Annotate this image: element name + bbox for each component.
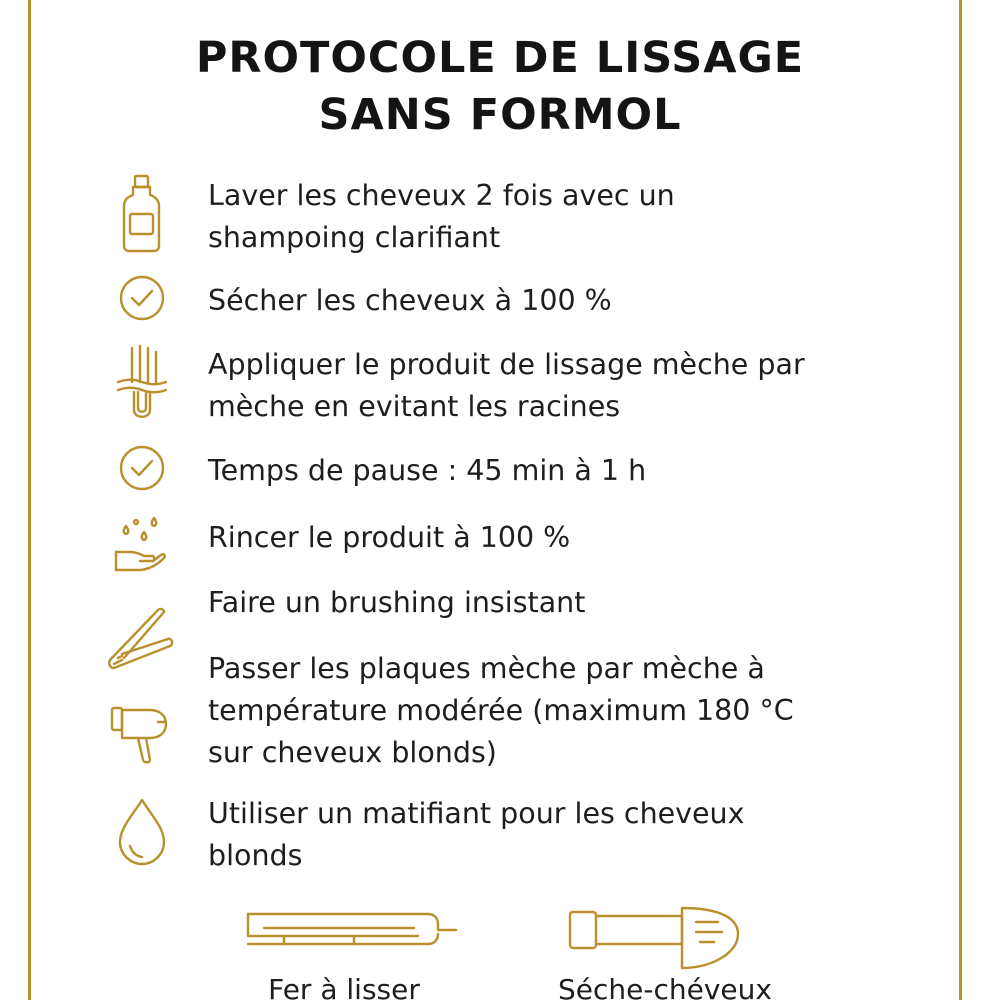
title-line-1: PROTOCOLE DE LISSAGE	[195, 33, 805, 83]
step-3-text: Appliquer le produit de lissage mèche par mèche en evitant les racines	[208, 348, 805, 423]
step-4-text: Temps de pause : 45 min à 1 h	[208, 454, 647, 487]
page-title	[0, 30, 1000, 144]
step-7-text: Passer les plaques mèche par mèche à température modérée (maximum 180 °C sur cheveux blonds)	[208, 652, 794, 769]
rinse-hand-droplets-icon	[100, 508, 184, 592]
flat-iron-icon	[244, 906, 462, 956]
hair-strand-root-icon	[100, 342, 184, 426]
check-circle-icon	[100, 256, 184, 340]
step-6-text: Faire un brushing insistant	[208, 586, 586, 619]
step-8-text: Utiliser un matifiant pour les cheveux blonds	[208, 797, 745, 872]
tool-label-hair-dryer: Séche-chéveux	[558, 973, 772, 1000]
title-line-2: SANS FORMOL	[318, 90, 682, 140]
flat-iron-icon	[100, 600, 184, 684]
hair-dryer-icon	[100, 692, 184, 776]
water-drop-icon	[100, 790, 184, 874]
hair-dryer-icon	[566, 900, 746, 970]
step-5-text: Rincer le produit à 100 %	[208, 521, 571, 554]
step-1-text: Laver les cheveux 2 fois avec un shampoing clarifiant	[208, 179, 675, 254]
tool-label-flat-iron: Fer à lisser	[268, 973, 420, 1000]
check-circle-icon	[100, 426, 184, 510]
shampoo-bottle-icon	[100, 172, 184, 256]
step-2-text: Sécher les cheveux à 100 %	[208, 284, 612, 317]
